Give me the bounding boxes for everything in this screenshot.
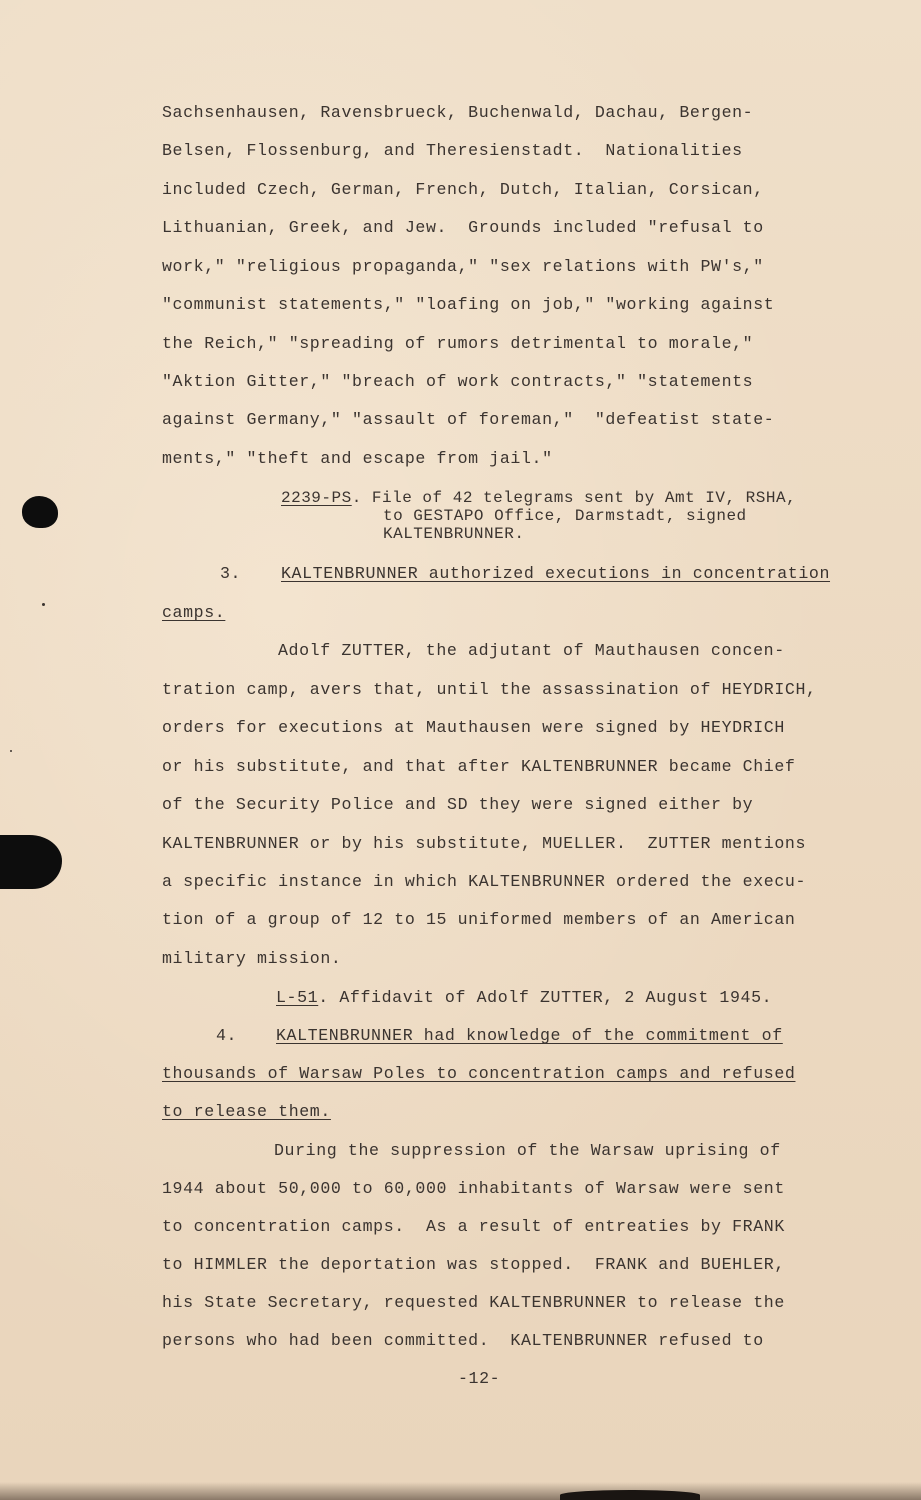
section-number: 4.	[216, 1026, 238, 1045]
text-line: Adolf ZUTTER, the adjutant of Mauthausen concen-	[278, 641, 785, 660]
page-bottom-edge	[0, 1482, 921, 1500]
reference-text: KALTENBRUNNER.	[383, 525, 525, 543]
text-line: or his substitute, and that after KALTENBRUNNER became Chief	[162, 757, 796, 776]
text-line: work," "religious propaganda," "sex relations with PW's,"	[162, 257, 764, 276]
section-heading: to release them.	[162, 1102, 331, 1121]
reference-text: . Affidavit of Adolf ZUTTER, 2 August 1945.	[318, 988, 773, 1007]
text-line: persons who had been committed. KALTENBRUNNER refused to	[162, 1331, 764, 1350]
text-line: a specific instance in which KALTENBRUNNER ordered the execu-	[162, 872, 807, 891]
reference-code: L-51	[276, 988, 319, 1007]
paper-speck	[10, 750, 12, 752]
section-heading: camps.	[162, 603, 226, 622]
section-heading: KALTENBRUNNER had knowledge of the commitment of	[276, 1026, 783, 1045]
section-heading: KALTENBRUNNER authorized executions in concentration	[281, 564, 831, 583]
text-line: Sachsenhausen, Ravensbrueck, Buchenwald, Dachau, Bergen-	[162, 103, 754, 122]
text-line: of the Security Police and SD they were signed either by	[162, 795, 754, 814]
text-line: included Czech, German, French, Dutch, Italian, Corsican,	[162, 180, 764, 199]
paper-speck	[42, 603, 45, 606]
section-heading: thousands of Warsaw Poles to concentration camps and refused	[162, 1064, 796, 1083]
text-line: against Germany," "assault of foreman," "defeatist state-	[162, 410, 775, 429]
reference-text: . File of 42 telegrams sent by Amt IV, RSHA,	[351, 489, 797, 507]
text-line: orders for executions at Mauthausen were signed by HEYDRICH	[162, 718, 785, 737]
text-line: to HIMMLER the deportation was stopped. FRANK and BUEHLER,	[162, 1255, 785, 1274]
text-line: tion of a group of 12 to 15 uniformed members of an American	[162, 910, 796, 929]
text-line: "communist statements," "loafing on job," "working against	[162, 295, 775, 314]
reference-citation-2239-ps	[281, 490, 796, 507]
page-number: -12-	[458, 1369, 501, 1388]
text-line: military mission.	[162, 949, 342, 968]
page-tear	[560, 1490, 700, 1500]
text-line: his State Secretary, requested KALTENBRUNNER to release the	[162, 1293, 785, 1312]
text-line: to concentration camps. As a result of entreaties by FRANK	[162, 1217, 785, 1236]
text-line: During the suppression of the Warsaw uprising of	[274, 1141, 781, 1160]
text-line: Lithuanian, Greek, and Jew. Grounds included "refusal to	[162, 218, 764, 237]
reference-citation-l-51	[276, 988, 772, 1008]
text-line: "Aktion Gitter," "breach of work contracts," "statements	[162, 372, 754, 391]
reference-text: to GESTAPO Office, Darmstadt, signed	[383, 507, 747, 525]
text-line: ments," "theft and escape from jail."	[162, 449, 553, 468]
section-number: 3.	[220, 564, 242, 583]
reference-code: 2239-PS	[281, 489, 352, 507]
punch-hole	[0, 835, 62, 889]
text-line: KALTENBRUNNER or by his substitute, MUELLER. ZUTTER mentions	[162, 834, 807, 853]
text-line: 1944 about 50,000 to 60,000 inhabitants of Warsaw were sent	[162, 1179, 785, 1198]
text-line: tration camp, avers that, until the assassination of HEYDRICH,	[162, 680, 817, 699]
punch-hole	[22, 496, 58, 528]
text-line: Belsen, Flossenburg, and Theresienstadt. Nationalities	[162, 141, 743, 160]
text-line: the Reich," "spreading of rumors detrimental to morale,"	[162, 334, 754, 353]
